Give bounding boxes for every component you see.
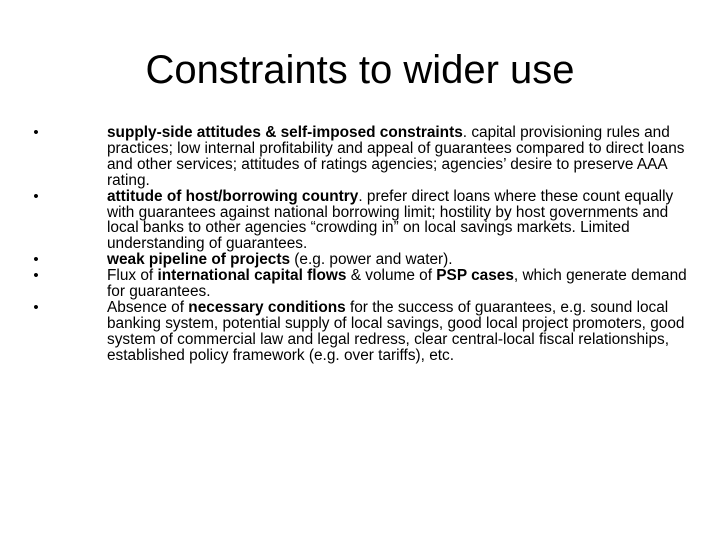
bullet-text-bold: necessary conditions <box>188 298 346 316</box>
bullet-text-plain: . capital provisioning rules and practices; low internal profitability and appeal of guarantees compared to direct loans and other services; attitudes of ratings agencies; agencies’ desire to preserve AAA rating. <box>107 124 685 189</box>
bullet-text-plain: . prefer direct loans where these count equally with guarantees against national borrowing limit; hostility by host governments and local banks to other agencies “crowding in” on local savings markets. Limited understanding of guarantees. <box>107 187 674 253</box>
bullet-item <box>30 189 690 253</box>
bullet-text-plain: Absence of <box>107 298 189 316</box>
bullet-text <box>107 299 684 364</box>
bullet-text-bold: attitude of host/borrowing country <box>107 187 359 205</box>
bullet-list <box>30 125 690 364</box>
bullet-text <box>107 188 673 253</box>
bullet-item <box>30 300 690 364</box>
bullet-icon: • <box>33 187 39 205</box>
bullet-item <box>30 252 690 268</box>
bullet-text-bold: PSP cases <box>436 267 514 285</box>
bullet-text-plain: Flux of <box>107 267 158 285</box>
bullet-item <box>30 268 690 300</box>
bullet-text-plain: & volume of <box>346 267 437 285</box>
bullet-icon: • <box>33 298 39 316</box>
bullet-icon: • <box>33 124 39 141</box>
bullet-item <box>30 125 690 189</box>
bullet-text <box>107 251 453 268</box>
bullet-text-plain: (e.g. power and water). <box>290 251 453 269</box>
bullet-text-bold: weak pipeline of projects <box>107 251 291 269</box>
bullet-text-bold: supply-side attitudes & self-imposed constraints <box>107 124 463 141</box>
bullet-text <box>107 124 684 189</box>
bullet-text-plain: for the success of guarantees, e.g. sound local banking system, potential supply of local savings, good local project promoters, good system of commercial law and legal redress, clear central-local fiscal relationships, established policy framework (e.g. over tariffs), etc. <box>107 298 685 364</box>
bullet-icon: • <box>33 251 39 269</box>
bullet-text-bold: international capital flows <box>157 267 347 285</box>
bullet-text <box>107 267 687 300</box>
slide-title: Constraints to wider use <box>145 48 575 92</box>
bullet-text-plain: , which generate demand for guarantees. <box>107 267 687 301</box>
bullet-icon: • <box>33 267 39 285</box>
